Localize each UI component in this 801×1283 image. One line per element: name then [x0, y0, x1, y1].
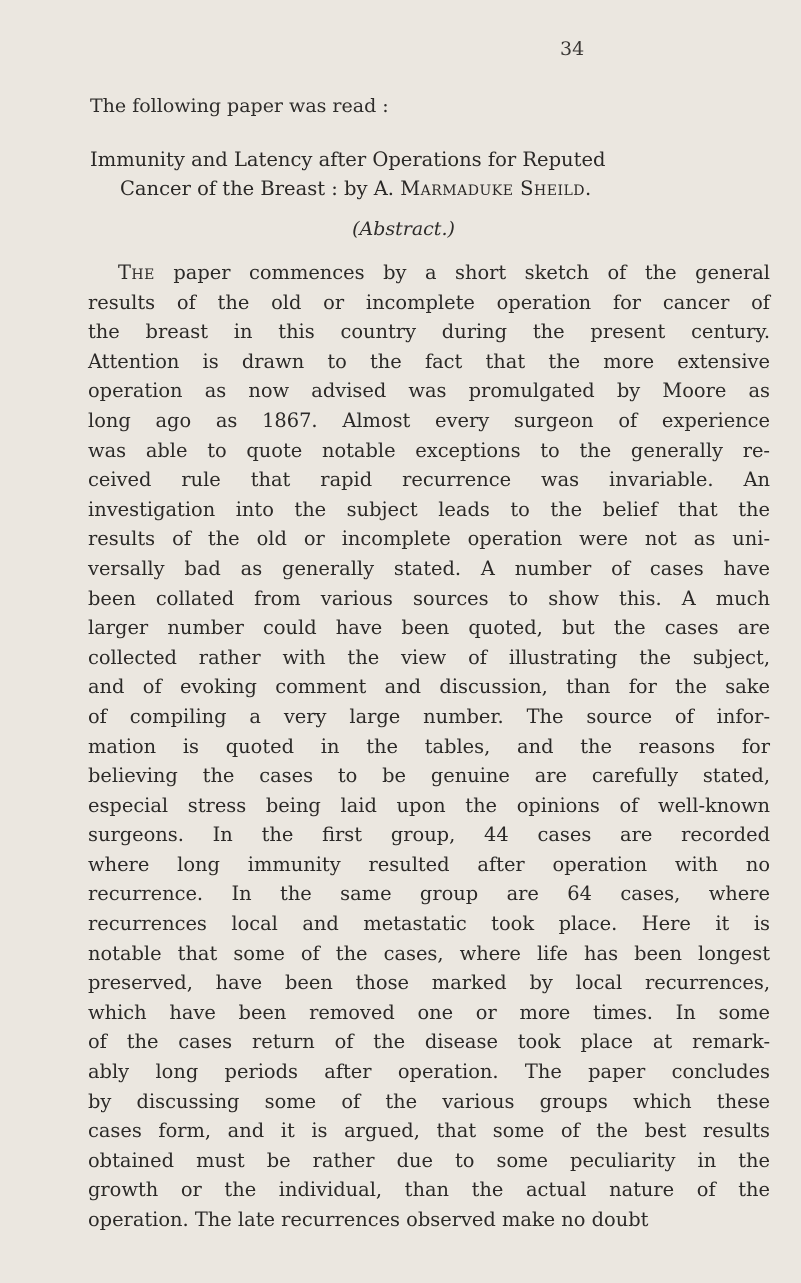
body-line [88, 732, 770, 762]
title-line-2 [90, 174, 770, 203]
body-line-text: ably long periods after operation. The paper concludes [88, 1060, 770, 1084]
body-line [88, 613, 770, 643]
body-line [88, 1205, 770, 1235]
body-line [88, 643, 770, 673]
body-line-text: notable that some of the cases, where life has been longest [88, 941, 770, 965]
body-line-text: recurrences local and metastatic took place. Here it is [88, 912, 770, 936]
body-line [88, 554, 770, 584]
body-line [88, 406, 770, 436]
abstract-body [88, 258, 770, 1235]
page-number: 34 [560, 38, 585, 60]
body-lead-word: The [118, 261, 155, 284]
body-line [88, 1087, 770, 1117]
paper-title [90, 145, 770, 203]
body-line-text: Attention is drawn to the fact that the more extensive [88, 349, 770, 373]
body-line [88, 1175, 770, 1205]
body-line-text: collected rather with the view of illustrating the subject, [88, 645, 770, 669]
body-line [88, 288, 770, 318]
body-line-text: and of evoking comment and discussion, than for the sake [88, 675, 770, 699]
intro-line: The following paper was read : [90, 95, 389, 117]
body-line-text: results of the old or incomplete operation were not as uni- [88, 527, 770, 551]
body-line-text: especial stress being laid upon the opinions of well-known [88, 793, 770, 817]
body-line-text: the breast in this country during the present century. [88, 320, 770, 344]
body-line [88, 820, 770, 850]
body-line-text: operation as now advised was promulgated by Moore as [88, 379, 770, 403]
body-line-text: preserved, have been those marked by local recurrences, [88, 971, 770, 995]
body-line [88, 909, 770, 939]
body-line [88, 347, 770, 377]
body-line-text: cases form, and it is argued, that some of the best results [88, 1119, 770, 1143]
title-line-1: Immunity and Latency after Operations for Reputed [90, 148, 606, 171]
body-line [88, 524, 770, 554]
body-line-text: believing the cases to be genuine are carefully stated, [88, 764, 770, 788]
abstract-label: (Abstract.) [352, 218, 455, 240]
body-line-text: obtained must be rather due to some peculiarity in the [88, 1148, 770, 1172]
body-line [88, 584, 770, 614]
body-line [88, 672, 770, 702]
body-line-text: of compiling a very large number. The source of infor- [88, 704, 770, 728]
body-line-text: larger number could have been quoted, but the cases are [88, 616, 770, 640]
body-line [88, 1027, 770, 1057]
body-line [88, 791, 770, 821]
body-line [88, 939, 770, 969]
body-line-text: where long immunity resulted after operation with no [88, 852, 770, 876]
body-line-text: been collated from various sources to show this. A much [88, 586, 770, 610]
author-name: Marmaduke Sheild. [400, 177, 592, 200]
body-line-text: ceived rule that rapid recurrence was invariable. An [88, 468, 770, 492]
body-line [88, 1146, 770, 1176]
title-line-2-prefix: Cancer of the Breast : by A. [120, 177, 394, 200]
body-line-text: results of the old or incomplete operation for cancer of [88, 290, 770, 314]
body-line [88, 258, 770, 288]
body-line [88, 998, 770, 1028]
body-line [88, 317, 770, 347]
body-line [88, 1116, 770, 1146]
body-line-text: by discussing some of the various groups which these [88, 1089, 770, 1113]
body-line [88, 376, 770, 406]
body-line [88, 495, 770, 525]
body-line-text: recurrence. In the same group are 64 cases, where [88, 882, 770, 906]
body-line-text: operation. The late recurrences observed make no doubt [88, 1208, 649, 1231]
body-line [88, 465, 770, 495]
body-line-text: investigation into the subject leads to the belief that the [88, 497, 770, 521]
body-line-text: paper commences by a short sketch of the general [173, 261, 770, 284]
body-line [88, 702, 770, 732]
body-line [88, 968, 770, 998]
body-line-text: growth or the individual, than the actual nature of the [88, 1178, 770, 1202]
body-line-text: was able to quote notable exceptions to the generally re- [88, 438, 770, 462]
body-line-text: of the cases return of the disease took place at remark- [88, 1030, 770, 1054]
body-line [88, 1057, 770, 1087]
body-line-text: surgeons. In the first group, 44 cases are recorded [88, 823, 770, 847]
body-line [88, 850, 770, 880]
body-line [88, 436, 770, 466]
body-line-text: long ago as 1867. Almost every surgeon of experience [88, 408, 770, 432]
body-line-text: versally bad as generally stated. A number of cases have [88, 556, 770, 580]
body-line-text: which have been removed one or more times. In some [88, 1000, 770, 1024]
body-line-text: mation is quoted in the tables, and the reasons for [88, 734, 770, 758]
body-line [88, 761, 770, 791]
body-line [88, 879, 770, 909]
